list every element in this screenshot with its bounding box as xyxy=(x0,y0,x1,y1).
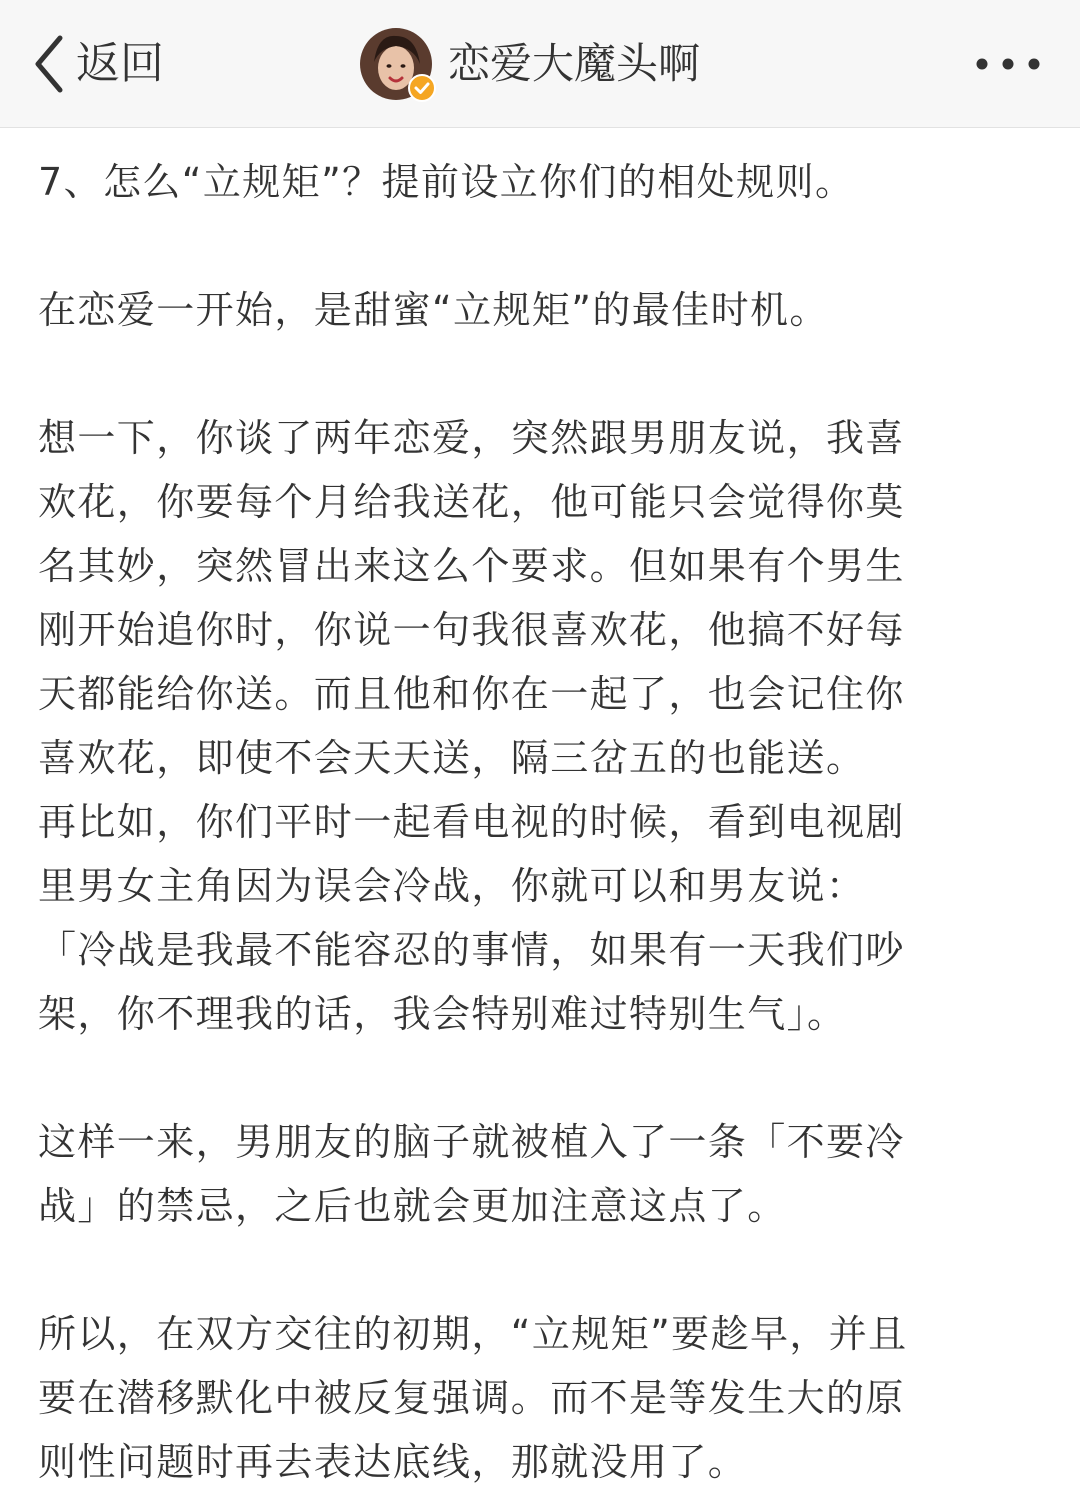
profile-header[interactable] xyxy=(360,28,700,100)
paragraph: 在恋爱一开始，是甜蜜“立规矩”的最佳时机。 xyxy=(38,288,829,332)
profile-name[interactable]: 恋爱大魔头啊 xyxy=(448,39,701,88)
paragraph-heading: 7、怎么“立规矩”？提前设立你们的相处规则。 xyxy=(38,160,855,204)
back-label: 返回 xyxy=(76,38,164,89)
paragraph: 所以，在双方交往的初期，“立规矩”要趁早，并且 要在潜移默化中被反复强调。而不是等发生大的原 则性问题时再去表达底线，那就没用了。 xyxy=(38,1312,908,1484)
more-dots-icon xyxy=(968,44,1048,84)
paragraph: 想一下，你谈了两年恋爱，突然跟男朋友说，我喜 欢花，你要每个月给我送花，他可能只会觉得你莫 名其妙，突然冒出来这么个要求。但如果有个男生 刚开始追你时，你说一句我很喜欢花，他搞不好每 天都能给你送。而且他和你在一起了，也会记住你 喜欢花，即使不会天天送，隔三岔五的也能送。 再比如，你们平时一起看电视的时候，看到电视剧 里男女主角因为误会冷战，你就可以和男友说： 「冷战是我最不能容忍的事情，如果有一天我们吵 架，你不理我的话，我会特别难过特别生气」。 xyxy=(38,416,905,1036)
more-options-button[interactable] xyxy=(968,44,1048,84)
paragraph: 这样一来，男朋友的脑子就被植入了一条「不要冷 战」的禁忌，之后也就会更加注意这点了。 xyxy=(38,1120,905,1228)
chevron-left-icon xyxy=(30,32,70,96)
article-body xyxy=(38,128,1038,1494)
verified-badge-icon xyxy=(408,74,436,102)
top-navigation-bar xyxy=(0,0,1080,128)
back-button[interactable] xyxy=(30,30,164,98)
avatar[interactable] xyxy=(360,28,432,100)
